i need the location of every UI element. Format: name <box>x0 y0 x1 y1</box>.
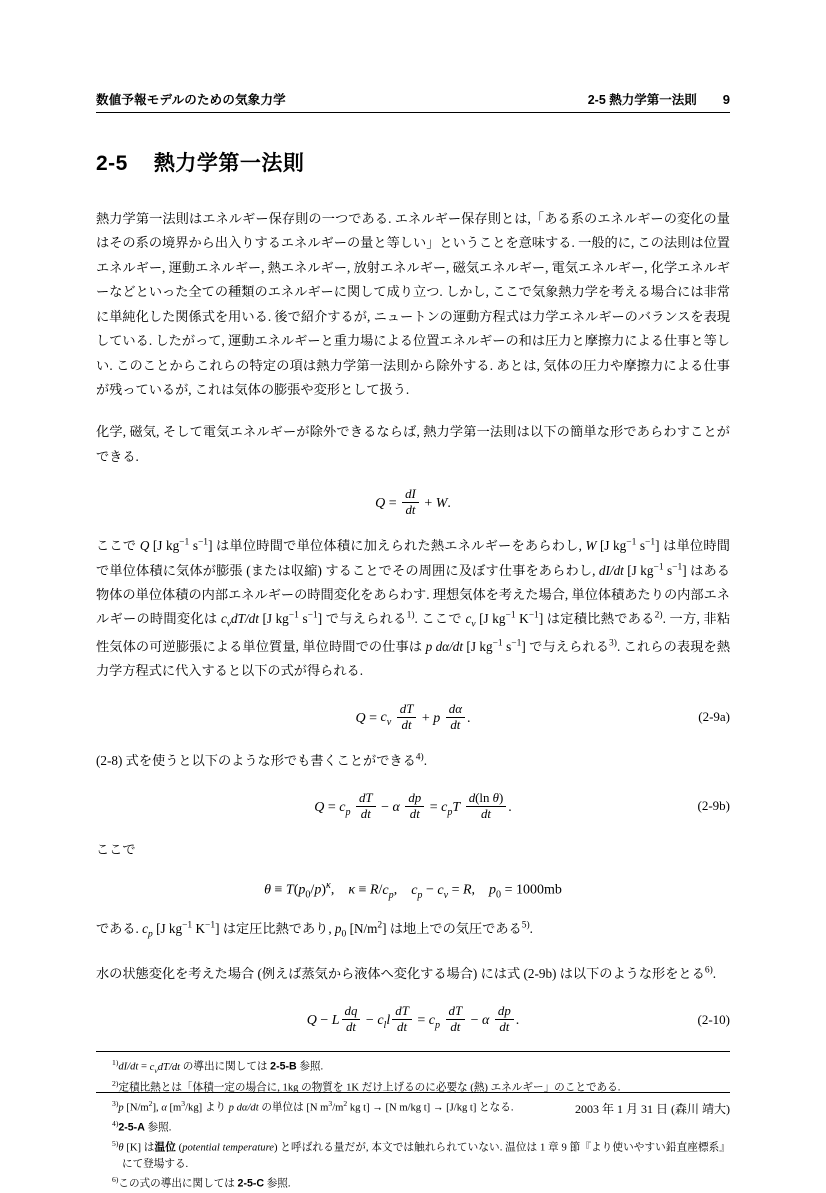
equation-tag-2-10: (2-10) <box>697 1011 730 1027</box>
footnote-1: $^{1)}dI/dt = c_vdT/dt$ の導出に関しては 2-5-B 参照. <box>112 1058 324 1076</box>
equation-2-9b: $Q = c_p$ $\frac{dT}{dt}$ − α $\frac{dp}{dt}$ = $c_pT$ $\frac{\text{d(ln θ)}}{dt}$ . (2-9b) <box>314 790 730 821</box>
footer-rule <box>96 1092 730 1093</box>
footnote-5: $^{5)}$θ [K] は温位 (potential temperature) と呼ばれる量だが, 本文では触れられていない. 温位は 1 章 9 節『より使いやすい鉛直座標系』にて登場する. <box>112 1138 730 1170</box>
equation-2-9a: $Q = c_v$ $\frac{dT}{dt}$ + p $\frac{d\alpha}{dt}$ . (2-9a) <box>355 701 730 732</box>
footnote-4: $^{4)}$2-5-A 参照. <box>112 1118 172 1134</box>
section-number: 2-5 <box>96 152 128 175</box>
running-head-left: 数値予報モデルのための気象力学 <box>96 93 286 107</box>
page-number: 9 <box>722 92 730 107</box>
footnote-3: $^{3)}$p $[N/m^2]$, α $[m^3/kg]$ より p dα/dt の単位は [N $m^3/m^2$ kg t] → [N m/kg t] → [J/kg t] となる. <box>112 1098 514 1114</box>
equation-tag-2-9a: (2-9a) <box>698 709 730 725</box>
equation-q-didt-w: Q = $\frac{dI}{dt}$ + W. <box>375 487 451 518</box>
running-head-right <box>588 90 730 108</box>
paragraph-3: ここで Q [J $kg^{-1}$ $s^{-1}$] は単位時間で単位体積に加えられた熱エネルギーをあらわし, W [J $kg^{-1}$ $s^{-1}$] は単位時間で単位体積に気体が膨張 (または収縮) することでその周囲に及ぼす仕事をあらわし, dI/dt [J $kg^{-1}$ $s^{-1}$] はある物体の単位体積の内部エネルギーの時間変化をあらわす. 理想気体を考えた場合, 単位体積あたりの内部エネルギーの時間変化は $c_vdT/dt$ [J $kg^{-1}$ $s^{-1}$] で与えられる$^{1)}$. ここで $c_v$ [J $kg^{-1}$ $K^{-1}$] は定積比熱である$^{2)}$. 一方, 非粘性気体の可逆膨張による単位質量, 単位時間での仕事は p dα/dt [J $kg^{-1}$ $s^{-1}$] で与えられる$^{3)}$. これらの表現を熱力学方程式に代入すると以下の式が得られる. <box>96 537 731 679</box>
page-title <box>96 147 730 177</box>
running-head <box>96 90 730 113</box>
paragraph-2: 化学, 磁気, そして電気エネルギーが除外できるならば, 熱力学第一法則は以下の簡単な形であらわすことができる. <box>96 424 730 464</box>
paragraph-5: ここで <box>96 841 136 857</box>
running-head-section: 2-5 熱力学第一法則 <box>587 93 697 107</box>
equation-tag-2-9b: (2-9b) <box>697 798 730 814</box>
paragraph-4: (2-8) 式を使うと以下のような形でも書くことができる$^{4)}$. <box>96 752 428 768</box>
colophon: 2003 年 1 月 31 日 (森川 靖大) <box>575 1102 730 1116</box>
footnote-2: $^{2)}$定積比熱とは「体積一定の場合に, 1kg の物質を 1K だけ上げるのに必要な (熱) エネルギー」のことである. <box>112 1078 621 1094</box>
section-heading-text: 熱力学第一法則 <box>153 152 305 175</box>
equation-2-10: Q − L $\frac{dq}{dt}$ − $c_ll$ $\frac{dT}{dt}$ = $c_p$ $\frac{dT}{dt}$ − α $\frac{dp}{dt}$ . (2-10) <box>306 1004 730 1035</box>
paragraph-6: である. $c_p$ [J $kg^{-1}$ $K^{-1}$] は定圧比熱であり, $p_0$ $[N/m^2]$ は地上での気圧である$^{5)}$. <box>96 920 533 940</box>
paragraph-7: 水の状態変化を考えた場合 (例えば蒸気から液体へ変化する場合) には式 (2-9b) は以下のような形をとる$^{6)}$. <box>96 965 717 982</box>
footnote-6: $^{6)}$この式の導出に関しては 2-5-C 参照. <box>112 1175 291 1190</box>
footnotes <box>96 1051 730 1193</box>
paragraph-1: 熱力学第一法則はエネルギー保存則の一つである. エネルギー保存則とは,「ある系のエネルギーの変化の量はその系の境界から出入りするエネルギーの量と等しい」ということを意味する. 一般的に, この法則は位置エネルギー, 運動エネルギー, 熱エネルギー, 放射エネルギー, 磁気エネルギー, 電気エネルギー, 化学エネルギーなどといった全ての種類のエネルギーに関して成り立つ. しかし, ここで気象熱力学を考える場合には非常に単純化した関係式を用いる. 後で紹介するが, ニュートンの運動方程式は力学エネルギーのバランスを表現している. したがって, 運動エネルギーと重力場による位置エネルギーの和は圧力と摩擦力による仕事と等しい. このことからこれらの特定の項は熱力学第一法則から除外する. あとは, 気体の圧力や摩擦力による仕事が残っているが, これは気体の膨張や変形として扱う. <box>96 211 730 397</box>
equation-theta-definition: $\theta \equiv T(p_0/p)^\kappa$, $\kappa \equiv R/c_p$, $c_p - c_v = R$, $p_0 = 1000mb$ <box>264 880 562 901</box>
